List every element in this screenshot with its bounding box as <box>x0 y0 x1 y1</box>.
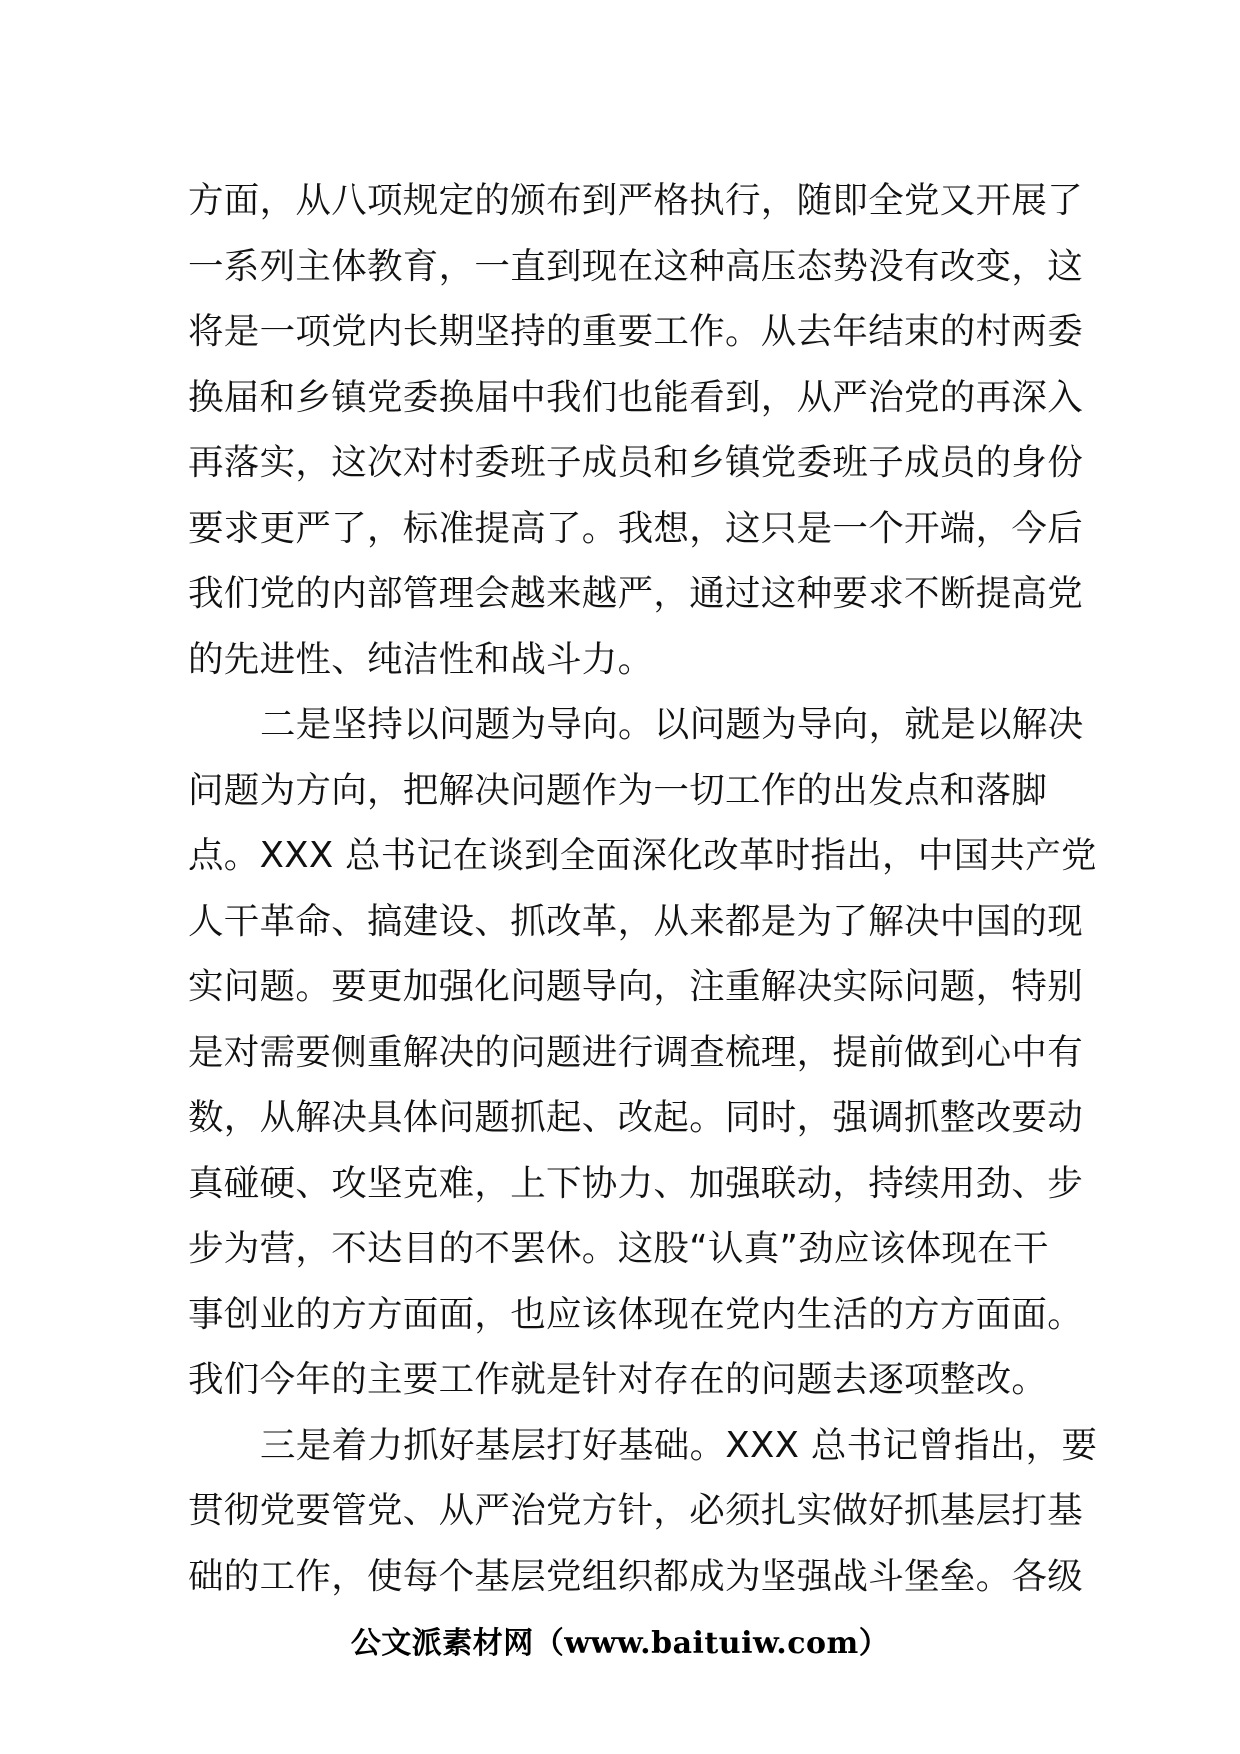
text-line: 问题为方向，把解决问题作为一切工作的出发点和落脚 <box>188 769 1048 811</box>
text-line: 点。XXX 总书记在谈到全面深化改革时指出，中国共产党 <box>188 835 1097 876</box>
text-line: 一系列主体教育，一直到现在这种高压态势没有改变，这 <box>188 245 1084 287</box>
text-line: 方面，从八项规定的颁布到严格执行，随即全党又开展了 <box>188 180 1084 221</box>
text-line: 人干革命、搞建设、抓改革，从来都是为了解决中国的现 <box>188 900 1084 942</box>
page-footer: 公文派素材网（www.baituiw.com） <box>350 1626 890 1661</box>
text-line: 事创业的方方面面，也应该体现在党内生活的方方面面。 <box>188 1293 1084 1335</box>
text-line: 要求更严了，标准提高了。我想，这只是一个开端，今后 <box>188 507 1084 549</box>
text-line: 再落实，这次对村委班子成员和乡镇党委班子成员的身份 <box>188 442 1084 483</box>
text-line: 数，从解决具体问题抓起、改起。同时，强调抓整改要动 <box>188 1097 1084 1138</box>
text-line: 是对需要侧重解决的问题进行调查梳理，提前做到心中有 <box>188 1031 1084 1073</box>
text-line: 贯彻党要管党、从严治党方针，必须扎实做好抓基层打基 <box>188 1490 1084 1531</box>
text-line: 换届和乡镇党委换届中我们也能看到，从严治党的再深入 <box>188 376 1084 418</box>
text-line: 步为营，不达目的不罢休。这股“认真”劲应该体现在干 <box>188 1228 1049 1269</box>
paragraph-start-line: 三是着力抓好基层打好基础。XXX 总书记曾指出，要 <box>260 1424 1098 1466</box>
paragraph-start-line: 二是坚持以问题为导向。以问题为导向，就是以解决 <box>260 704 1084 745</box>
text-line: 我们党的内部管理会越来越严，通过这种要求不断提高党 <box>188 573 1084 614</box>
text-line: 真碰硬、攻坚克难，上下协力、加强联动，持续用劲、步 <box>188 1162 1084 1204</box>
text-line: 实问题。要更加强化问题导向，注重解决实际问题，特别 <box>188 966 1084 1007</box>
text-line: 的先进性、纯洁性和战斗力。 <box>188 638 654 680</box>
text-line: 我们今年的主要工作就是针对存在的问题去逐项整改。 <box>188 1359 1048 1400</box>
document-body <box>188 168 1098 1609</box>
text-line: 础的工作，使每个基层党组织都成为坚强战斗堡垒。各级 <box>188 1555 1084 1597</box>
text-line: 将是一项党内长期坚持的重要工作。从去年结束的村两委 <box>188 311 1084 352</box>
